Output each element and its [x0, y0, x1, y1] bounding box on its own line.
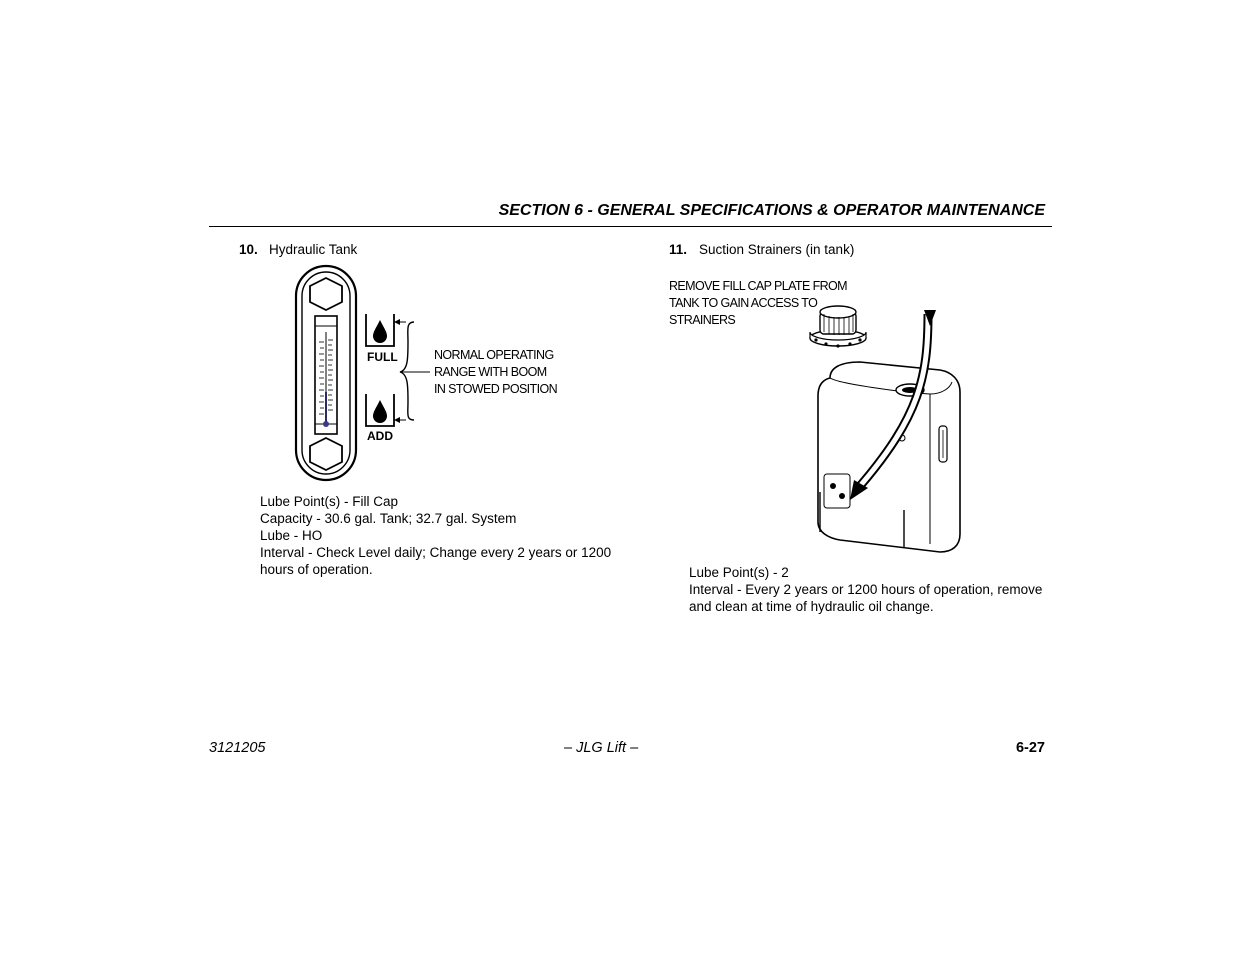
page-number: 6-27: [1015, 740, 1045, 756]
full-label: FULL: [367, 350, 398, 364]
detail-line: Lube Point(s) - Fill Cap: [260, 494, 399, 509]
step-title: Suction Strainers (in tank): [699, 242, 855, 257]
callout-line: REMOVE FILL CAP PLATE FROM: [669, 279, 847, 293]
step-11-heading: [669, 242, 854, 257]
section-title: SECTION 6 - GENERAL SPECIFICATIONS & OPERATOR MAINTENANCE: [498, 202, 1045, 219]
callout-line: RANGE WITH BOOM: [434, 365, 547, 379]
callout-line: TANK TO GAIN ACCESS TO: [669, 296, 818, 310]
callout-line: NORMAL OPERATING: [434, 348, 554, 362]
add-label: ADD: [367, 429, 393, 443]
detail-line: Interval - Check Level daily; Change every 2 years or 1200: [260, 545, 612, 560]
hydraulic-tank-illustration: [800, 296, 970, 558]
detail-line: Interval - Every 2 years or 1200 hours of operation, remove: [689, 582, 1043, 597]
suction-strainer-details: [689, 564, 1042, 615]
doc-number: 3121205: [209, 740, 266, 756]
operating-range-callout: [434, 347, 557, 398]
hydraulic-tank-details: [260, 493, 611, 578]
callout-line: STRAINERS: [669, 313, 736, 327]
step-10-heading: [239, 242, 357, 257]
detail-line: Lube - HO: [260, 528, 323, 543]
step-title: Hydraulic Tank: [269, 242, 358, 257]
detail-line: and clean at time of hydraulic oil change.: [689, 599, 934, 614]
detail-line: hours of operation.: [260, 562, 373, 577]
header-rule: [209, 226, 1052, 227]
detail-line: Lube Point(s) - 2: [689, 565, 789, 580]
step-number: 10.: [239, 242, 258, 257]
callout-line: IN STOWED POSITION: [434, 382, 558, 396]
detail-line: Capacity - 30.6 gal. Tank; 32.7 gal. System: [260, 511, 517, 526]
sight-gauge-illustration: [290, 262, 430, 484]
step-number: 11.: [669, 242, 688, 257]
footer-center: – JLG Lift –: [564, 740, 639, 756]
